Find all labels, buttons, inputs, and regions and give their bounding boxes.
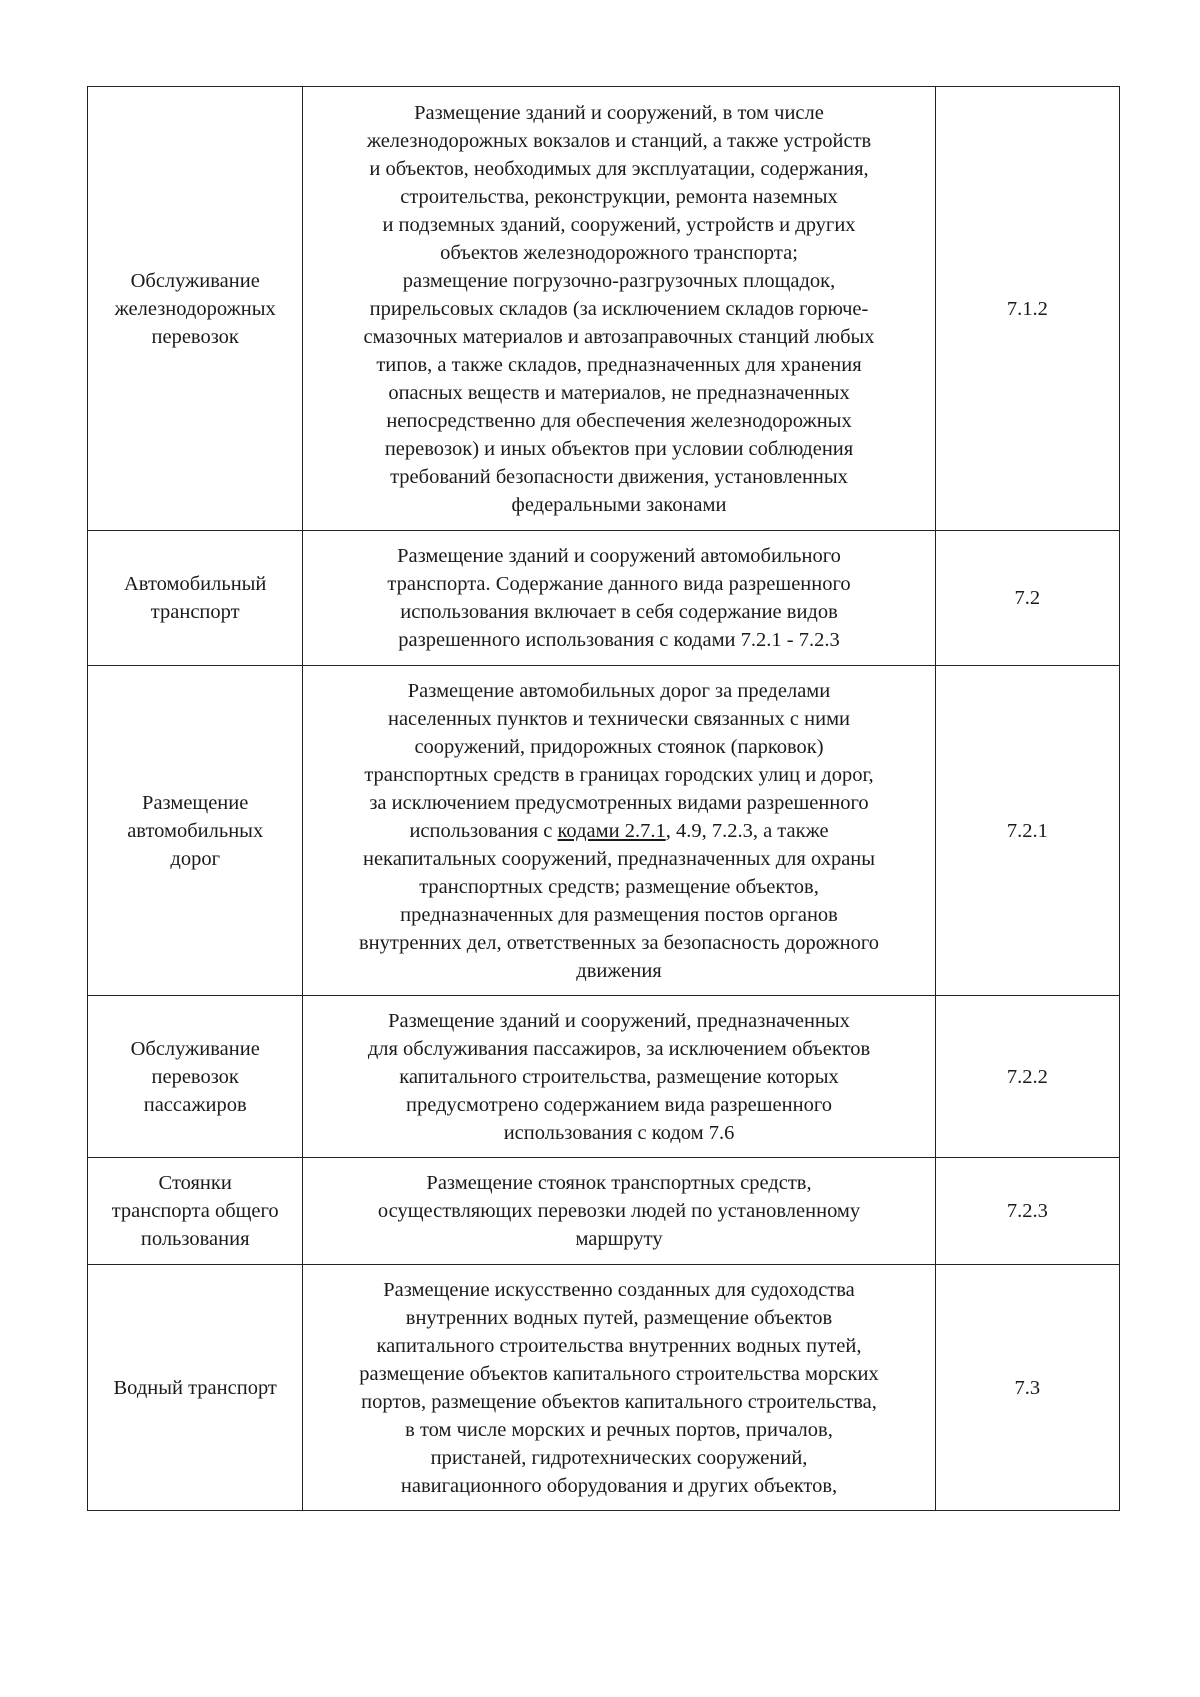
table-row	[88, 666, 1120, 996]
description-text: использования с	[409, 819, 558, 842]
use-name-cell	[88, 666, 303, 996]
table-row	[88, 87, 1120, 531]
description-line: использования с кодом 7.6	[503, 1121, 735, 1144]
description-line: капитального строительства внутренних водных путей,	[376, 1334, 862, 1357]
description-line: и подземных зданий, сооружений, устройств и других	[382, 213, 856, 236]
table-row	[88, 996, 1120, 1158]
use-code-cell: 7.2.1	[935, 666, 1119, 996]
description-line: пристаней, гидротехнических сооружений,	[430, 1446, 808, 1469]
description-line: размещение погрузочно-разгрузочных площадок,	[402, 269, 836, 292]
description-line: Размещение стоянок транспортных средств,	[426, 1172, 812, 1194]
description-line: осуществляющих перевозки людей по установленному	[377, 1200, 861, 1222]
description-line: транспорта. Содержание данного вида разрешенного	[387, 573, 851, 595]
description-line: Размещение зданий и сооружений, в том числе	[414, 101, 824, 124]
description-line: населенных пунктов и технически связанных с ними	[387, 707, 851, 730]
description-line: смазочных материалов и автозаправочных станций любых	[363, 325, 875, 348]
description-line: железнодорожных вокзалов и станций, а также устройств	[366, 129, 872, 152]
use-name-cell	[88, 531, 303, 666]
use-name-line: Размещение	[142, 791, 249, 814]
description-line: транспортных средств в границах городских улиц и дорог,	[364, 763, 874, 786]
description-line: объектов железнодорожного транспорта;	[440, 241, 798, 264]
use-name-line: транспорт	[150, 601, 240, 623]
use-name-line: пассажиров	[143, 1093, 247, 1116]
use-code-cell: 7.2	[935, 531, 1119, 666]
description-line: типов, а также складов, предназначенных для хранения	[376, 353, 862, 376]
description-line: Размещение зданий и сооружений, предназначенных	[388, 1009, 850, 1032]
description-line: некапитальных сооружений, предназначенных для охраны	[362, 847, 876, 870]
description-line: предусмотрено содержанием вида разрешенного	[406, 1093, 832, 1116]
description-line: перевозок) и иных объектов при условии соблюдения	[384, 437, 854, 460]
use-name-line: автомобильных	[127, 819, 264, 842]
description-text: , 4.9, 7.2.3, а также	[665, 819, 829, 842]
land-use-table	[87, 86, 1120, 1511]
description-line: Размещение автомобильных дорог за пределами	[407, 679, 831, 702]
description-line: капитального строительства, размещение которых	[399, 1065, 839, 1088]
use-name-line: транспорта общего	[111, 1200, 279, 1222]
description-line: маршруту	[575, 1228, 663, 1250]
use-name-cell	[88, 996, 303, 1158]
description-line: Размещение зданий и сооружений автомобильного	[397, 545, 841, 567]
use-name-line: перевозок	[151, 1065, 239, 1088]
description-line: федеральными законами	[511, 493, 727, 516]
table-row	[88, 531, 1120, 666]
use-name-cell	[88, 1158, 303, 1265]
description-line: транспортных средств; размещение объектов,	[419, 875, 819, 898]
use-code-cell: 7.3	[935, 1265, 1119, 1511]
description-line: прирельсовых складов (за исключением складов горюче-	[369, 297, 869, 320]
use-name-line: Водный транспорт	[113, 1376, 277, 1399]
use-description-cell	[303, 1265, 935, 1511]
use-name-line: дорог	[170, 847, 220, 870]
description-line: использования включает в себя содержание видов	[400, 601, 838, 623]
description-line: разрешенного использования с кодами 7.2.1 - 7.2.3	[398, 629, 840, 651]
use-name-line: перевозок	[151, 325, 239, 348]
use-name-cell	[88, 87, 303, 531]
description-line: сооружений, придорожных стоянок (парковок)	[414, 735, 824, 758]
description-line: Размещение искусственно созданных для судоходства	[383, 1278, 855, 1301]
description-line: и объектов, необходимых для эксплуатации, содержания,	[369, 157, 869, 180]
description-line: внутренних водных путей, размещение объектов	[405, 1306, 833, 1329]
use-name-line: пользования	[140, 1228, 250, 1250]
use-description-cell	[303, 996, 935, 1158]
use-name-line: железнодорожных	[114, 297, 276, 320]
description-line: требований безопасности движения, установленных	[390, 465, 848, 488]
use-name-line: Автомобильный	[123, 573, 267, 595]
codes-link[interactable]: кодами 2.7.1	[557, 819, 666, 842]
description-line: непосредственно для обеспечения железнодорожных	[386, 409, 852, 432]
use-description-cell	[303, 531, 935, 666]
description-line: внутренних дел, ответственных за безопасность дорожного	[358, 931, 880, 954]
description-line: навигационного оборудования и других объектов,	[400, 1474, 838, 1497]
table-row	[88, 1158, 1120, 1265]
description-line: строительства, реконструкции, ремонта наземных	[400, 185, 838, 208]
use-code-cell: 7.2.3	[935, 1158, 1119, 1265]
use-description-cell	[303, 87, 935, 531]
description-line: в том числе морских и речных портов, причалов,	[405, 1418, 833, 1441]
use-name-line: Стоянки	[158, 1172, 232, 1194]
table-row	[88, 1265, 1120, 1511]
use-description-cell	[303, 1158, 935, 1265]
description-line-with-link	[308, 817, 929, 845]
use-description-cell	[303, 666, 935, 996]
use-name-line: Обслуживание	[130, 1037, 260, 1060]
use-code-cell: 7.2.2	[935, 996, 1119, 1158]
description-line: за исключением предусмотренных видами разрешенного	[369, 791, 869, 814]
description-line: движения	[576, 959, 662, 982]
description-line: портов, размещение объектов капитального строительства,	[361, 1390, 877, 1413]
use-code-cell: 7.1.2	[935, 87, 1119, 531]
description-line: размещение объектов капитального строительства морских	[359, 1362, 879, 1385]
description-line: для обслуживания пассажиров, за исключением объектов	[367, 1037, 871, 1060]
use-name-cell	[88, 1265, 303, 1511]
use-name-line: Обслуживание	[130, 269, 260, 292]
description-line: предназначенных для размещения постов органов	[400, 903, 838, 926]
description-line: опасных веществ и материалов, не предназначенных	[388, 381, 850, 404]
